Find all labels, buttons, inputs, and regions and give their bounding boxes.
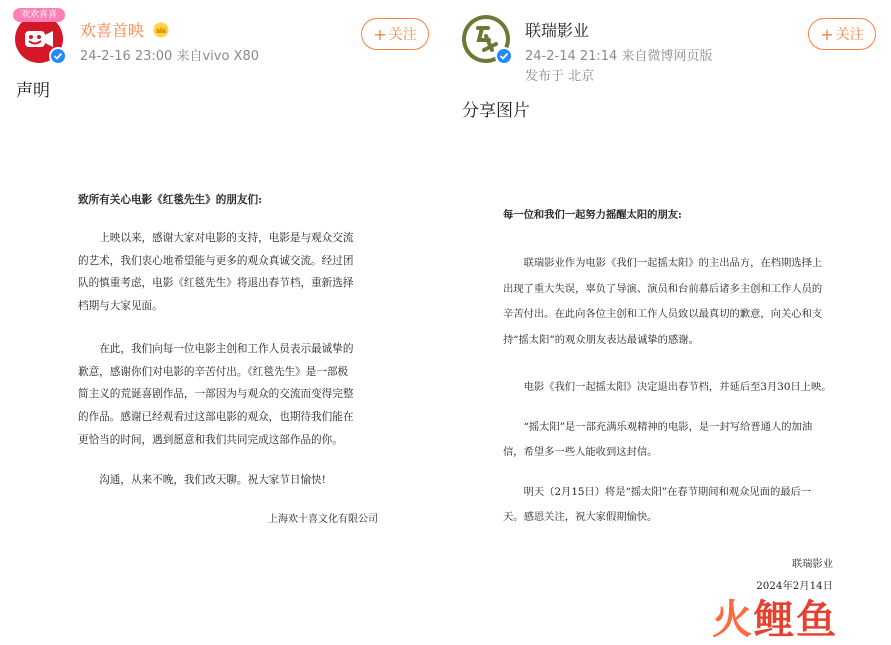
letter-paragraph: 上映以来，感谢大家对电影的支持，电影是与观众交流 的艺术，我们衷心地希望能与更多的观众真诚交流。经过团 队的慎重考虑，电影《红毯先生》将退出春节档，重新选择 档期与大家见面。: [78, 232, 354, 313]
post-text: 分享图片: [462, 101, 530, 121]
letter-signature: 联瑞影业: [791, 557, 833, 570]
letter-signature: 上海欢十喜文化有限公司: [268, 514, 378, 526]
avatar-badge: [13, 8, 65, 22]
letter-paragraph: 明天（2月15日）将是“摇太阳”在春节期间和观众见面的最后一 天。感恩关注，祝大家假期愉快。: [503, 485, 812, 523]
post-meta: 24-2-16 23:00 来自vivo X80: [80, 49, 259, 64]
post-card-right: [446, 0, 891, 635]
letter-salutation: 致所有关心电影《红毯先生》的朋友们:: [78, 194, 263, 206]
letter-date: 2024年2月14日: [756, 579, 833, 592]
post-card-left: [0, 0, 445, 635]
follow-button[interactable]: [361, 18, 429, 50]
post-location: 发布于 北京: [525, 69, 595, 84]
username[interactable]: 欢喜首映: [80, 18, 170, 42]
letter-paragraph: 电影《我们一起摇太阳》决定退出春节档，并延后至3月30日上映。: [523, 381, 832, 393]
verified-badge-icon: [495, 47, 513, 65]
letter-paragraph: 联瑞影业作为电影《我们一起摇太阳》的主出品方，在档期选择上 出现了重大失误，辜负了导演、演员和台前幕后诸多主创和工作人员的 辛苦付出。在此向各位主创和工作人员致以最真切的歉意，向关心和支 持“摇太阳”的观众朋友表达最诚挚的感谢。: [503, 257, 823, 346]
username[interactable]: 联瑞影业: [525, 21, 590, 40]
avatar-badge-text: 欢欢喜喜: [20, 10, 57, 20]
post-text: 声明: [16, 81, 50, 101]
letter-paragraph: 沟通，从来不晚，我们改天聊。祝大家节日愉快!: [99, 474, 326, 487]
statement-image[interactable]: [78, 192, 378, 525]
post-meta: 24-2-14 21:14 来自微博网页版: [525, 49, 713, 64]
letter-paragraph: “摇太阳”是一部充满乐观精神的电影，是一封写给普通人的加油 信，希望多一些人能收到这封信。: [503, 420, 813, 458]
letter-salutation: 每一位和我们一起努力摇醒太阳的朋友:: [503, 209, 682, 221]
follow-button-label: 关注: [835, 27, 864, 43]
crown-icon: [152, 22, 170, 42]
letter-paragraph: 在此，我们向每一位电影主创和工作人员表示最诚挚的 歉意，感谢你们对电影的辛苦付出。《红毯先生》是一部极 简主义的荒诞喜剧作品，一部因为与观众的交流而变得完整 的作品。感谢已经观看过这部电影的观众，也期待我们能在 更恰当的时间，遇到愿意和我们共同完成这部作品的你。: [78, 342, 354, 446]
plus-icon: +: [820, 24, 834, 44]
follow-button[interactable]: [808, 18, 876, 50]
follow-button-label: 关注: [388, 27, 417, 43]
watermark: 火鲤鱼: [712, 597, 838, 643]
verified-badge-icon: [49, 47, 67, 65]
plus-icon: +: [373, 24, 387, 44]
statement-image[interactable]: [503, 206, 833, 597]
